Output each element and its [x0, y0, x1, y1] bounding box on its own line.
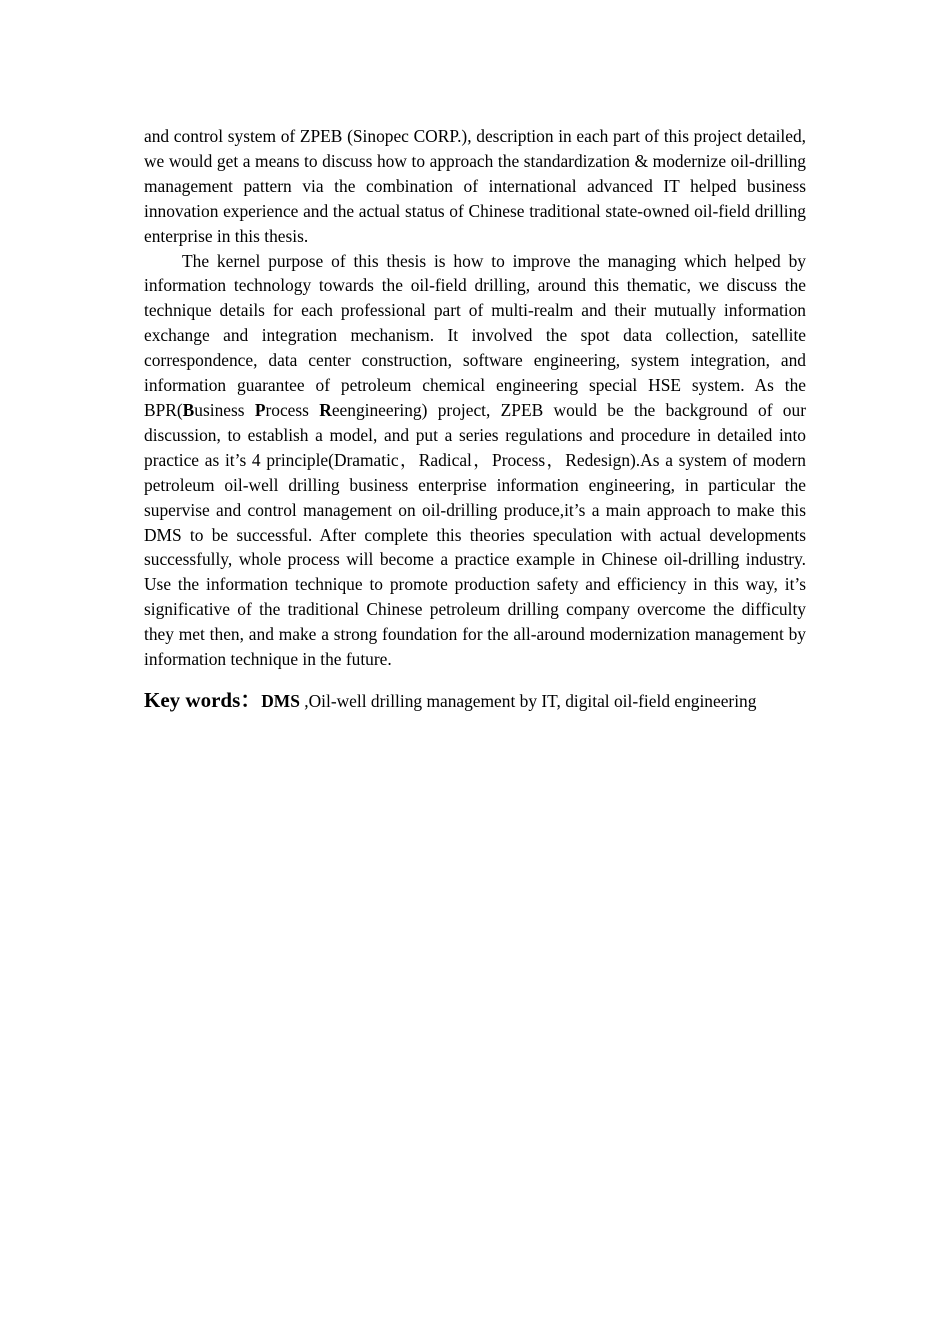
abstract-paragraph-1: and control system of ZPEB (Sinopec CORP.), description in each part of this project detailed, we would get a means to discuss how to approach the standardization & modernize oil-drilling management pattern via the combination of international advanced IT helped business innovation experience and the actual status of Chinese traditional state-owned oil-field drilling enterprise in this thesis.: [144, 126, 806, 246]
bold-letter-p: P: [254, 399, 266, 420]
abstract-paragraph-2: [144, 249, 806, 672]
keywords-line: [144, 682, 806, 720]
keywords-label: Key words：: [144, 687, 262, 712]
paragraph-2-text: rocess: [265, 399, 320, 420]
keyword-dms: DMS: [261, 690, 300, 711]
bold-letter-r: R: [319, 399, 332, 420]
paragraph-2-text: usiness: [194, 399, 255, 420]
keywords-text: ,Oil-well drilling management by IT, digital oil-field engineering: [299, 690, 757, 711]
paragraph-2-text: eengineering) project, ZPEB would be the background of our discussion, to establish a model, and put a series regulations and procedure in detailed into practice as it’s 4 principle(Dramatic，Radical，Process，Redesign).As a system of modern petroleum oil-well drilling business enterprise information engineering, in particular the supervise and control management on oil-drilling produce,it’s a main approach to make this DMS to be successful. After complete this theories speculation with actual developments successfully, whole process will become a practice example in Chinese oil-drilling industry. Use the information technique to promote production safety and efficiency in this way, it’s significative of the traditional Chinese petroleum drilling company overcome the difficulty they met then, and make a strong foundation for the all-around modernization management by information technique in the future.: [144, 399, 806, 670]
bold-letter-b: B: [182, 399, 195, 420]
paragraph-2-text: The kernel purpose of this thesis is how to improve the managing which helped by information technology towards the oil-field drilling, around this thematic, we discuss the technique details for each professional part of multi-realm and their mutually information exchange and integration mechanism. It involved the spot data collection, satellite correspondence, data center construction, software engineering, system integration, and information guarantee of petroleum chemical engineering special HSE system. As the BPR(: [144, 250, 806, 420]
document-page: [144, 124, 806, 720]
